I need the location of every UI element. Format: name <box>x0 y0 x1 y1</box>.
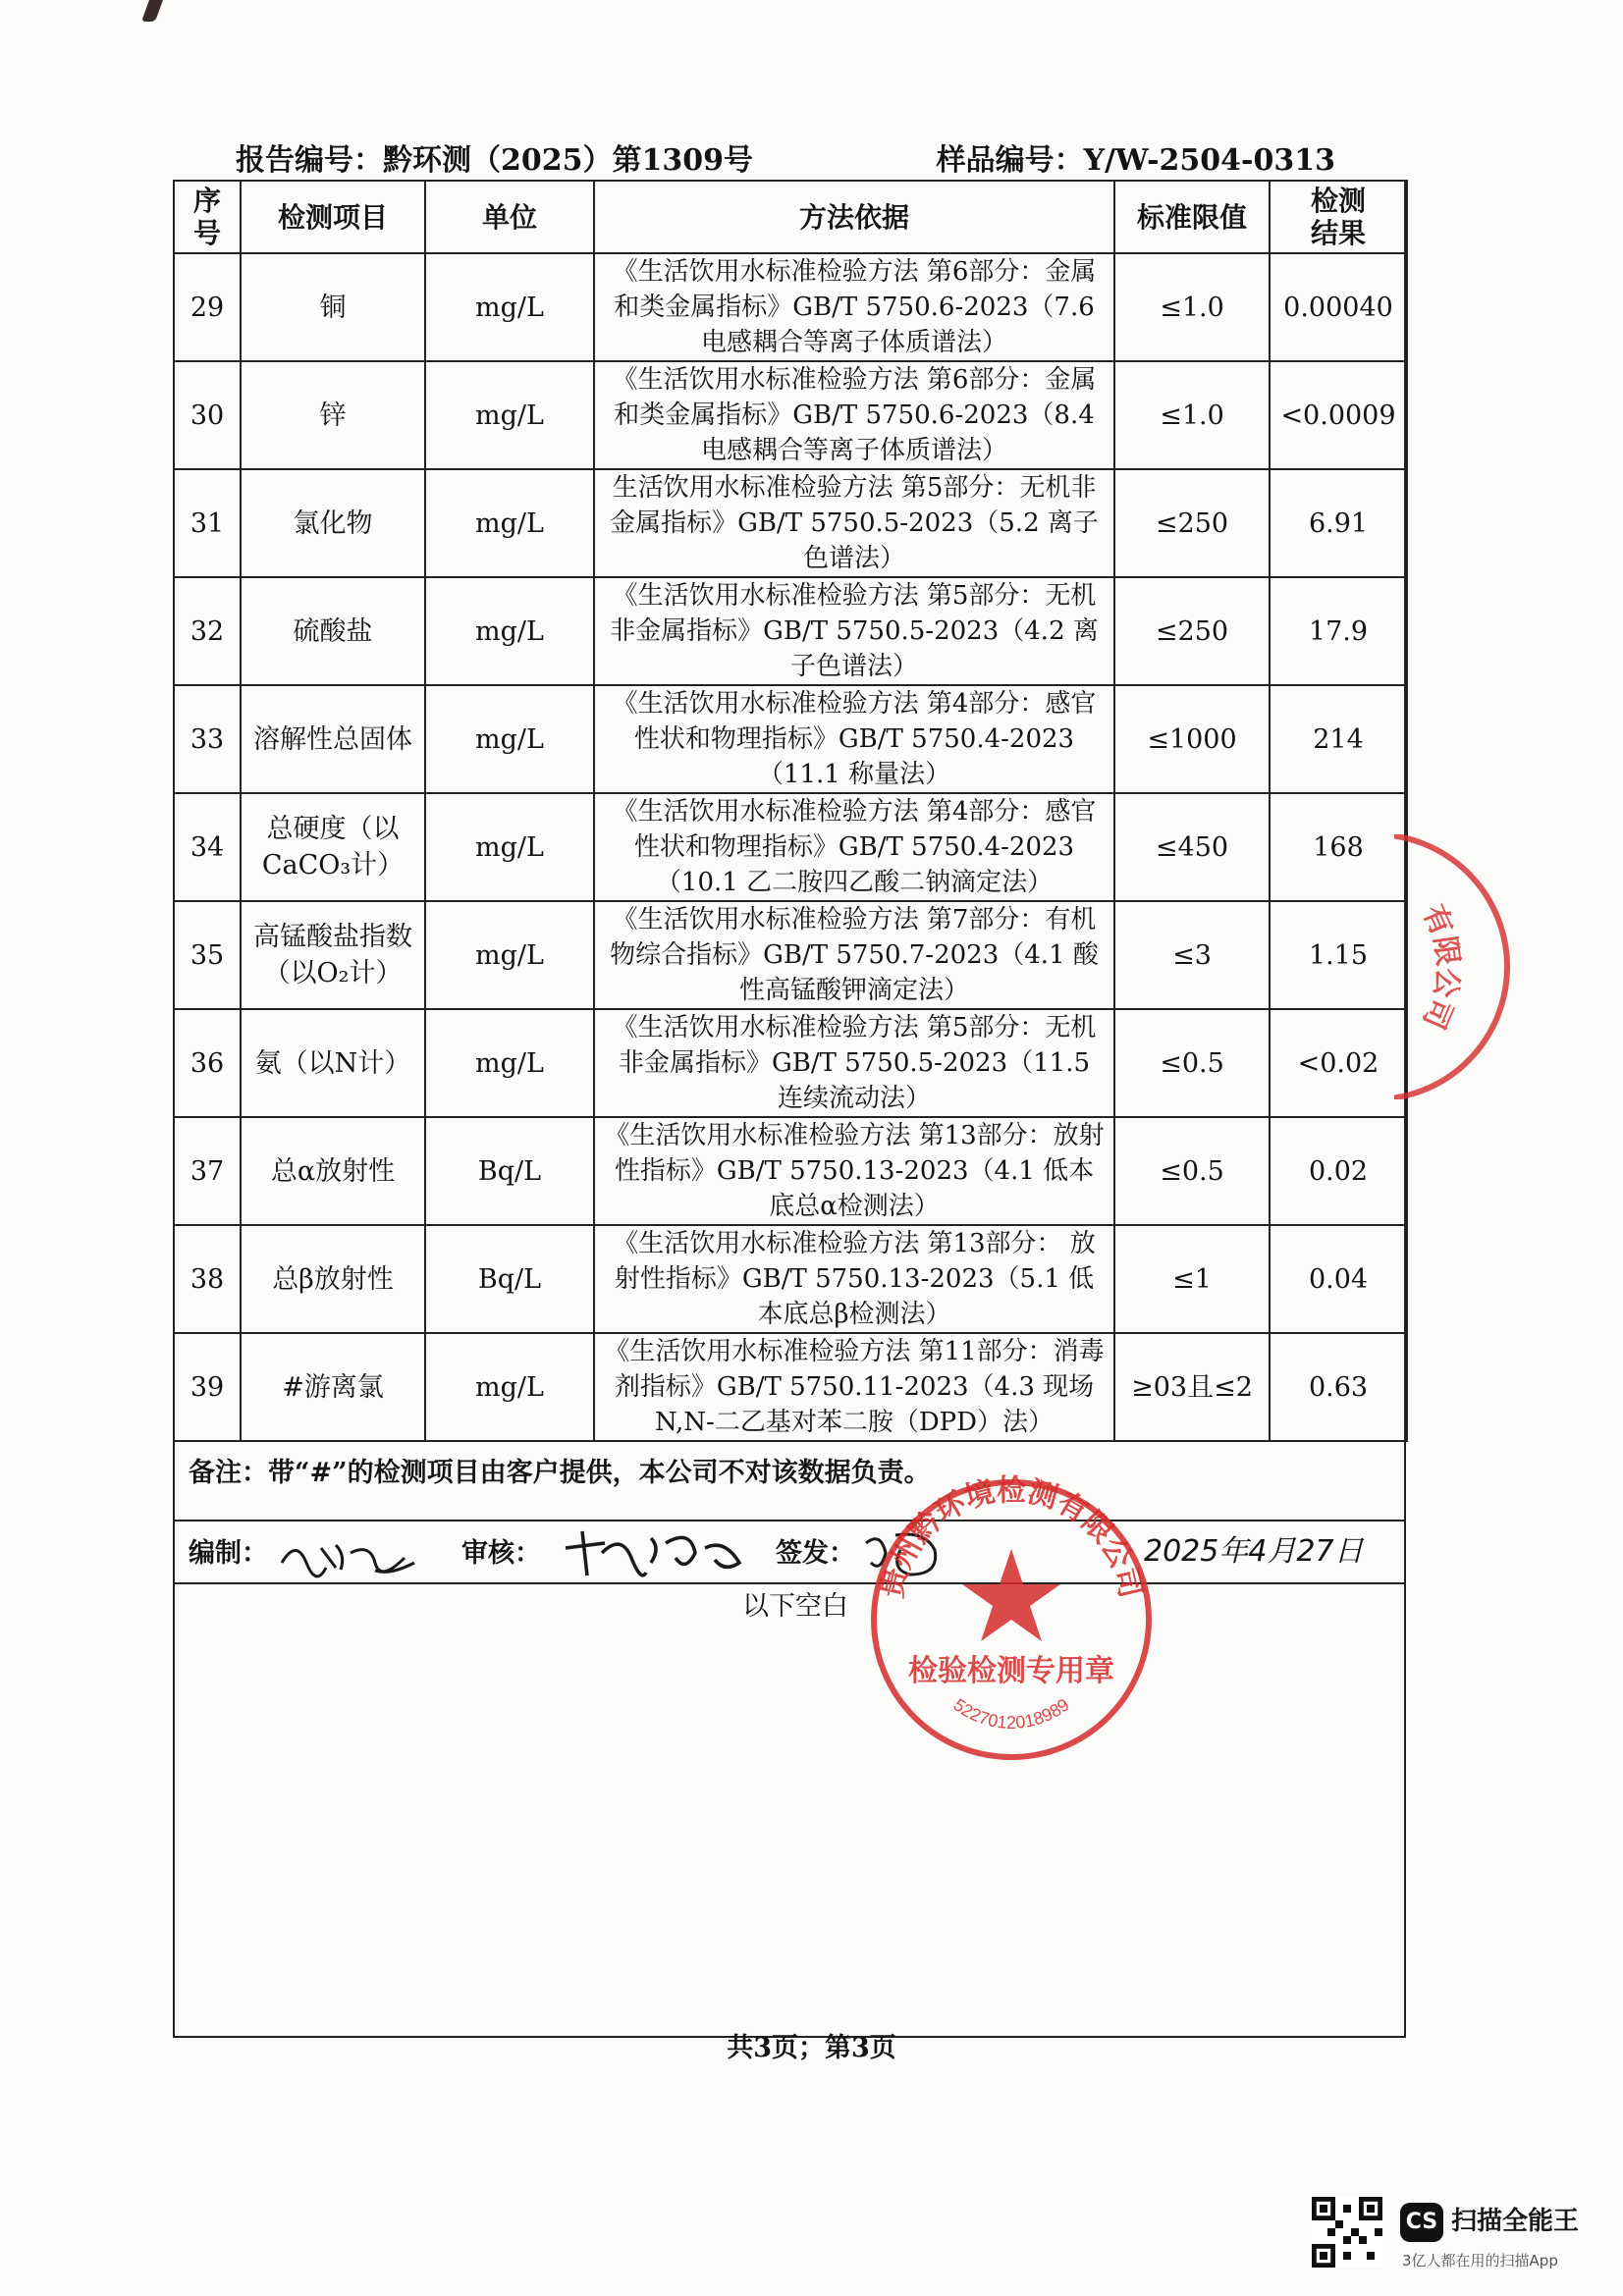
cell-method: 《生活饮用水标准检验方法 第11部分：消毒剂指标》GB/T 5750.11-2023（4.3 现场 N,N-二乙基对苯二胺（DPD）法） <box>594 1333 1114 1441</box>
cell-result: 6.91 <box>1270 469 1407 577</box>
table-row <box>174 793 1407 901</box>
cell-no: 39 <box>174 1333 241 1441</box>
cell-item: 溶解性总固体 <box>241 685 425 793</box>
cell-no: 30 <box>174 361 241 469</box>
scan-corner-mark <box>141 0 163 22</box>
cell-unit: mg/L <box>425 1333 594 1441</box>
table-row <box>174 1333 1407 1441</box>
cell-unit: mg/L <box>425 685 594 793</box>
table-row <box>174 1225 1407 1333</box>
cell-unit: mg/L <box>425 253 594 361</box>
col-header-result: 检测 结果 <box>1270 181 1407 253</box>
cell-limit: ≤450 <box>1114 793 1270 901</box>
cell-result: 1.15 <box>1270 901 1407 1009</box>
col-header-limit: 标准限值 <box>1114 181 1270 253</box>
cell-result: 168 <box>1270 793 1407 901</box>
cell-item: 总β放射性 <box>241 1225 425 1333</box>
remarks-note: 备注：带“#”的检测项目由客户提供，本公司不对该数据负责。 <box>189 1458 931 1488</box>
remarks-divider <box>173 1520 1406 1522</box>
app-logo-icon: CS <box>1400 2203 1443 2242</box>
table-row <box>174 1117 1407 1225</box>
partial-seal-edge <box>1394 834 1512 1099</box>
cell-result: 0.63 <box>1270 1333 1407 1441</box>
cell-method: 《生活饮用水标准检验方法 第13部分：放射性指标》GB/T 5750.13-2023（4.1 低本底总α检测法） <box>594 1117 1114 1225</box>
table-row <box>174 253 1407 361</box>
cell-no: 38 <box>174 1225 241 1333</box>
cell-unit: mg/L <box>425 793 594 901</box>
cell-limit: ≤1000 <box>1114 685 1270 793</box>
table-header-row <box>174 181 1407 253</box>
cell-method: 《生活饮用水标准检验方法 第4部分：感官性状和物理指标》GB/T 5750.4-2023（10.1 乙二胺四乙酸二钠滴定法） <box>594 793 1114 901</box>
cell-limit: ≤1.0 <box>1114 361 1270 469</box>
issue-date: 2025年4月27日 <box>1144 1534 1364 1569</box>
cell-no: 32 <box>174 577 241 685</box>
svg-text:贵州黔环境检测有限公司: 贵州黔环境检测有限公司 <box>876 1474 1147 1601</box>
cell-item: #游离氯 <box>241 1333 425 1441</box>
reviewed-label: 审核： <box>461 1538 541 1569</box>
cell-no: 31 <box>174 469 241 577</box>
qr-code-icon <box>1312 2197 1382 2268</box>
cell-method: 《生活饮用水标准检验方法 第5部分：无机非金属指标》GB/T 5750.5-2023（4.2 离子色谱法） <box>594 577 1114 685</box>
col-header-unit: 单位 <box>425 181 594 253</box>
cell-result: <0.02 <box>1270 1009 1407 1117</box>
cell-no: 36 <box>174 1009 241 1117</box>
cell-limit: ≤250 <box>1114 577 1270 685</box>
cell-unit: mg/L <box>425 469 594 577</box>
table-row <box>174 469 1407 577</box>
report-number: 报告编号：黔环测（2025）第1309号 <box>236 143 753 178</box>
cell-method: 《生活饮用水标准检验方法 第5部分：无机非金属指标》GB/T 5750.5-2023（11.5 连续流动法） <box>594 1009 1114 1117</box>
svg-text:5227012018989: 5227012018989 <box>949 1694 1073 1733</box>
cell-item: 硫酸盐 <box>241 577 425 685</box>
cell-no: 34 <box>174 793 241 901</box>
table-row <box>174 577 1407 685</box>
cell-result: 17.9 <box>1270 577 1407 685</box>
reviewed-signature <box>558 1523 754 1582</box>
cell-no: 37 <box>174 1117 241 1225</box>
col-header-item: 检测项目 <box>241 181 425 253</box>
cell-method: 《生活饮用水标准检验方法 第6部分：金属和类金属指标》GB/T 5750.6-2023（7.6 电感耦合等离子体质谱法） <box>594 253 1114 361</box>
report-header <box>236 135 1335 179</box>
cell-result: 0.02 <box>1270 1117 1407 1225</box>
table-row <box>174 1009 1407 1117</box>
cell-item: 氨（以N计） <box>241 1009 425 1117</box>
col-header-method: 方法依据 <box>594 181 1114 253</box>
cell-unit: mg/L <box>425 577 594 685</box>
cell-unit: mg/L <box>425 901 594 1009</box>
table-row <box>174 685 1407 793</box>
cell-limit: ≤1 <box>1114 1225 1270 1333</box>
cell-result: 214 <box>1270 685 1407 793</box>
cell-method: 《生活饮用水标准检验方法 第13部分： 放射性指标》GB/T 5750.13-2023（5.1 低本底总β检测法） <box>594 1225 1114 1333</box>
cell-item: 总硬度（以CaCO₃计） <box>241 793 425 901</box>
cell-item: 铜 <box>241 253 425 361</box>
col-header-no: 序 号 <box>174 181 241 253</box>
cell-unit: mg/L <box>425 1009 594 1117</box>
cell-no: 29 <box>174 253 241 361</box>
prepared-signature <box>277 1533 424 1582</box>
app-name: 扫描全能王 <box>1451 2207 1580 2236</box>
table-row <box>174 901 1407 1009</box>
cell-no: 35 <box>174 901 241 1009</box>
prepared-label: 编制： <box>189 1538 268 1569</box>
cell-method: 生活饮用水标准检验方法 第5部分：无机非金属指标》GB/T 5750.5-2023（5.2 离子色谱法） <box>594 469 1114 577</box>
results-table <box>173 180 1408 1442</box>
sample-number: 样品编号：Y/W-2504-0313 <box>936 143 1335 178</box>
scanner-app-badge <box>1312 2197 1606 2285</box>
cell-limit: ≥03且≤2 <box>1114 1333 1270 1441</box>
cell-result: 0.04 <box>1270 1225 1407 1333</box>
cell-limit: ≤3 <box>1114 901 1270 1009</box>
cell-item: 高锰酸盐指数（以O₂计） <box>241 901 425 1009</box>
svg-text:有限公司: 有限公司 <box>1416 900 1464 1034</box>
app-tagline: 3亿人都在用的扫描App <box>1402 2252 1558 2269</box>
cell-limit: ≤250 <box>1114 469 1270 577</box>
cell-method: 《生活饮用水标准检验方法 第7部分：有机物综合指标》GB/T 5750.7-2023（4.1 酸性高锰酸钾滴定法） <box>594 901 1114 1009</box>
cell-item: 氯化物 <box>241 469 425 577</box>
blank-below-note: 以下空白 <box>742 1591 848 1622</box>
table-row <box>174 361 1407 469</box>
cell-unit: Bq/L <box>425 1225 594 1333</box>
cell-limit: ≤0.5 <box>1114 1009 1270 1117</box>
cell-result: 0.00040 <box>1270 253 1407 361</box>
issued-label: 签发： <box>776 1538 855 1569</box>
cell-result: <0.0009 <box>1270 361 1407 469</box>
cell-method: 《生活饮用水标准检验方法 第6部分：金属和类金属指标》GB/T 5750.6-2023（8.4 电感耦合等离子体质谱法） <box>594 361 1114 469</box>
cell-item: 总α放射性 <box>241 1117 425 1225</box>
svg-text:检验检测专用章: 检验检测专用章 <box>908 1655 1114 1687</box>
cell-limit: ≤1.0 <box>1114 253 1270 361</box>
cell-no: 33 <box>174 685 241 793</box>
inspection-seal <box>864 1472 1159 1767</box>
cell-method: 《生活饮用水标准检验方法 第4部分：感官性状和物理指标》GB/T 5750.4-2023（11.1 称量法） <box>594 685 1114 793</box>
cell-unit: mg/L <box>425 361 594 469</box>
cell-unit: Bq/L <box>425 1117 594 1225</box>
cell-item: 锌 <box>241 361 425 469</box>
cell-limit: ≤0.5 <box>1114 1117 1270 1225</box>
page-footer: 共3页；第3页 <box>727 2033 896 2063</box>
